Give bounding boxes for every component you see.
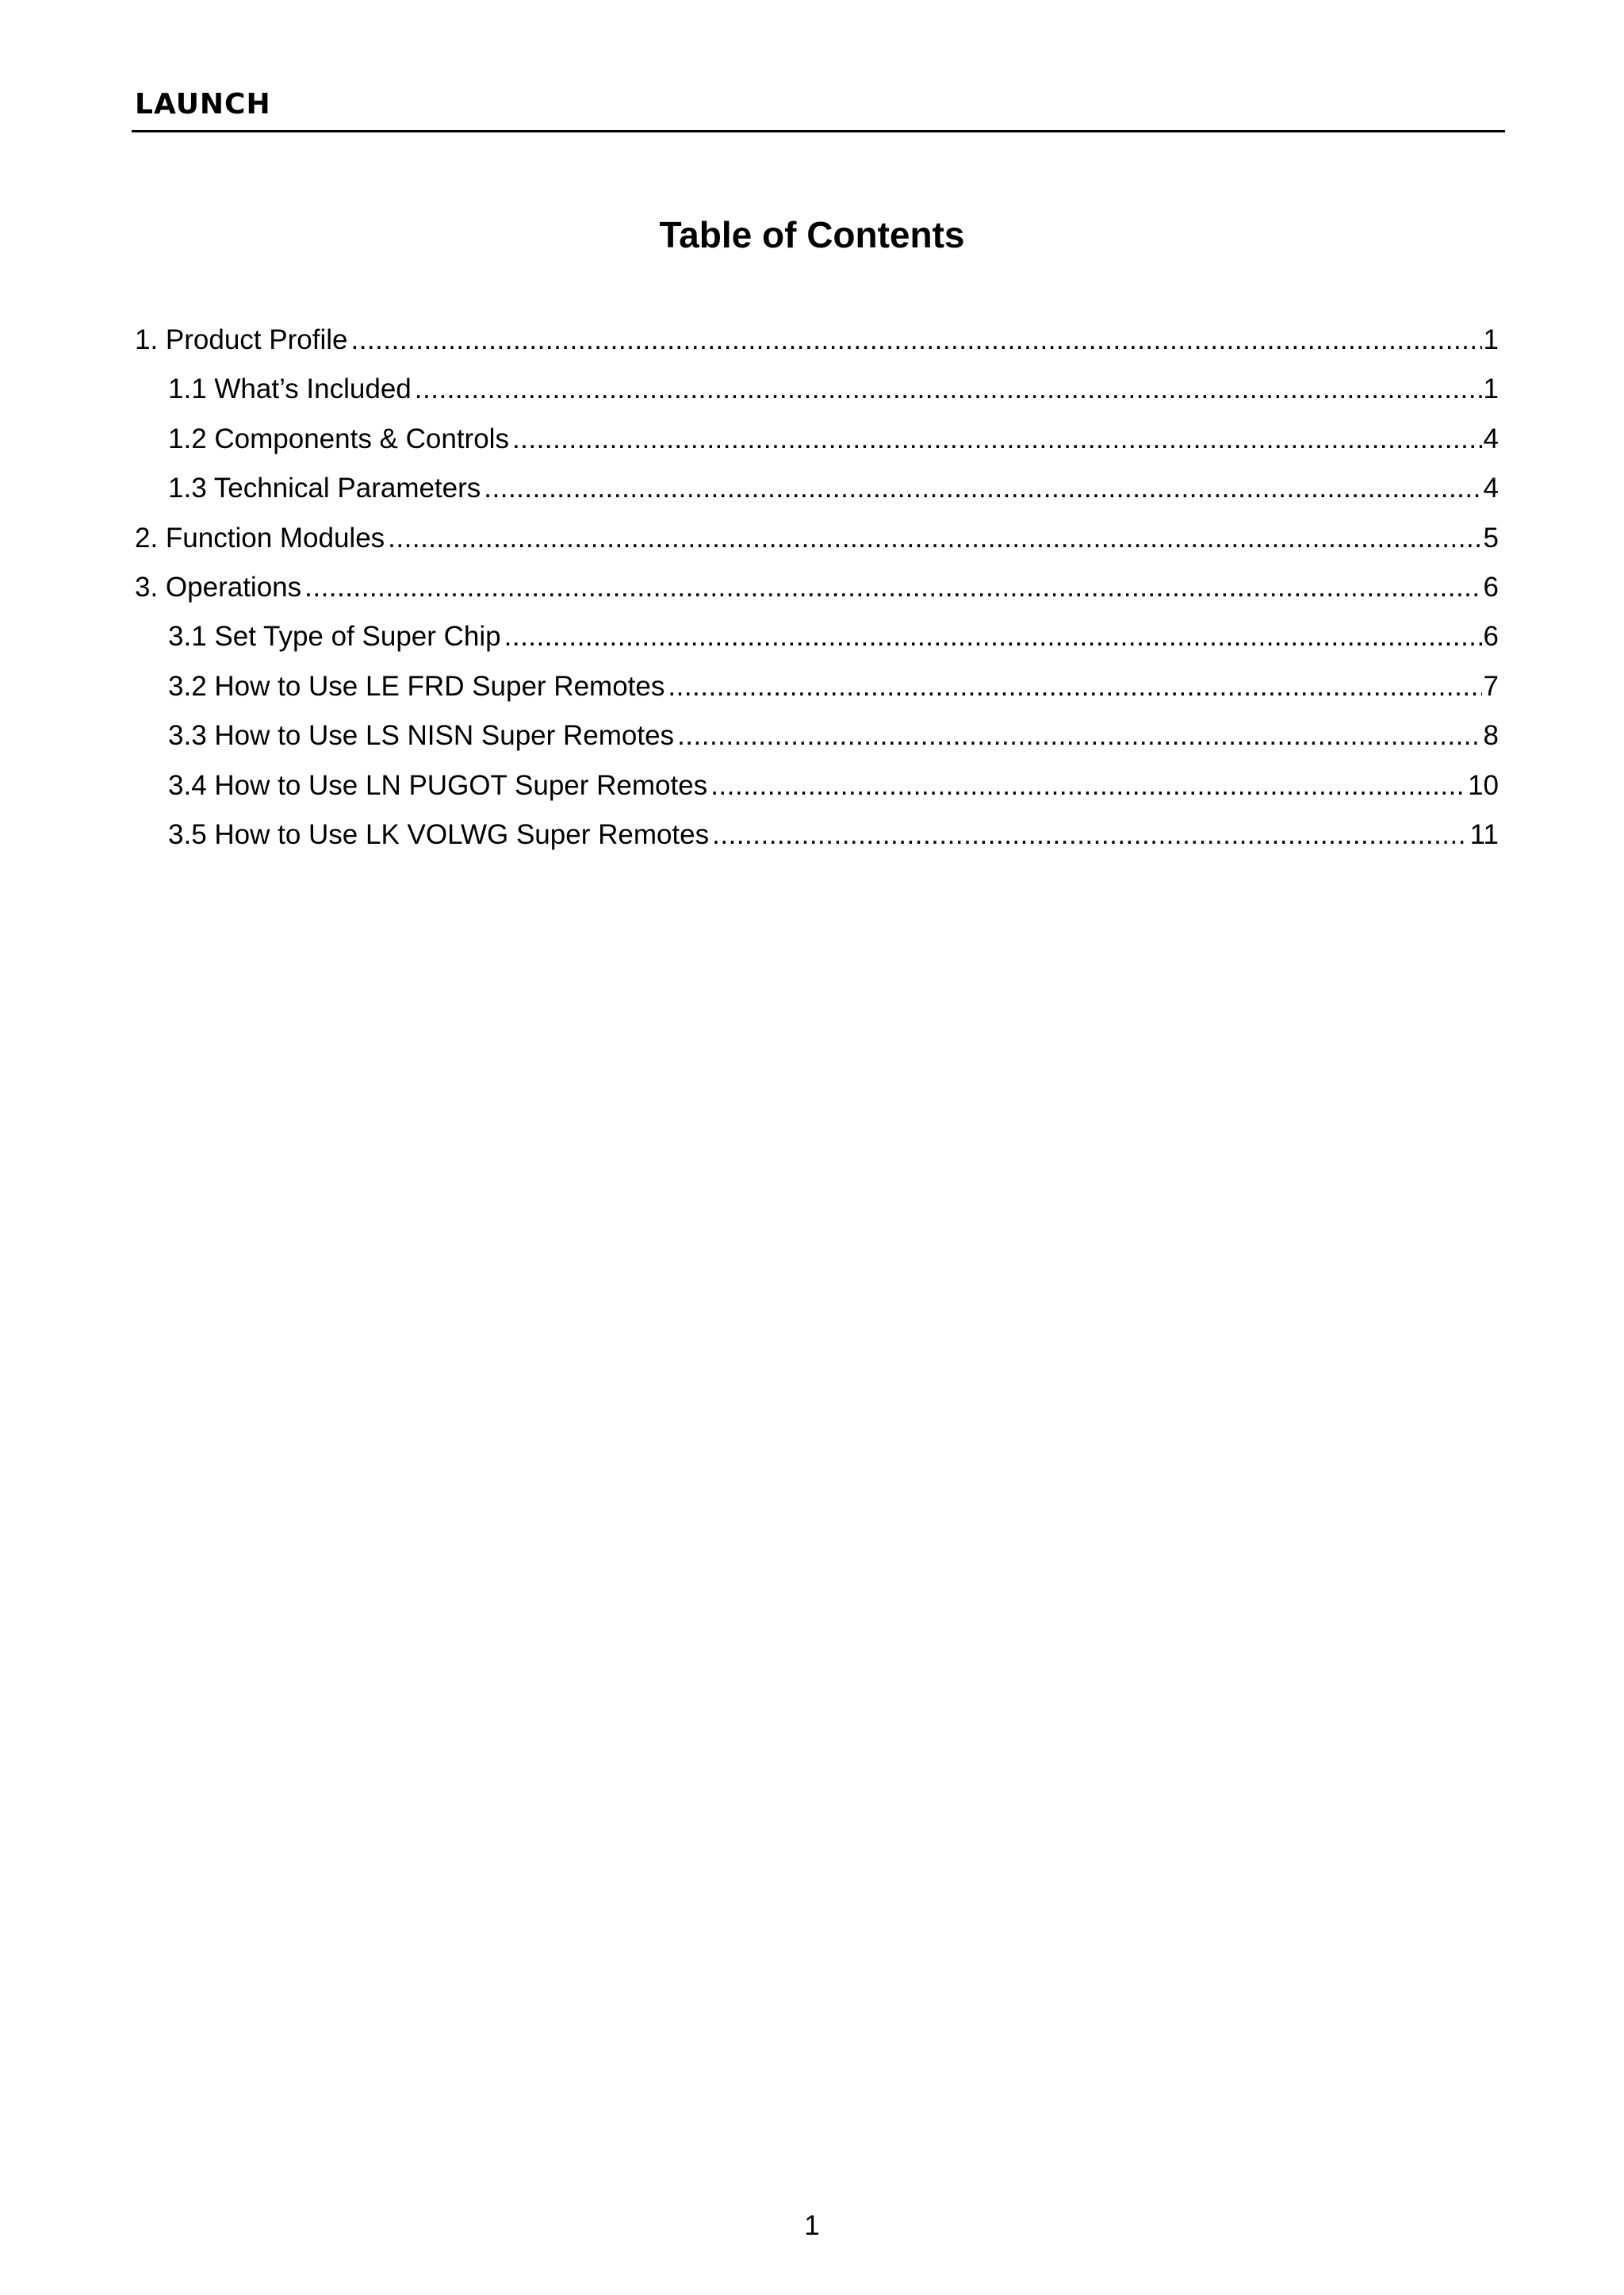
toc-entry-set-type-super-chip[interactable] [135,612,1499,661]
toc-entry-label: 3. Operations [135,571,302,603]
toc-entry-operations[interactable] [135,563,1499,612]
toc-leader [512,415,1482,464]
toc-leader [484,464,1481,513]
toc-entry-label: 1.3 Technical Parameters [168,473,481,504]
toc-leader [712,810,1469,860]
page-title: Table of Contents [659,214,965,255]
toc-entry-label: 3.4 How to Use LN PUGOT Super Remotes [168,769,708,801]
toc-leader [668,662,1481,711]
toc-entry-page: 1 [1483,324,1499,355]
brand-name: LAUNCH [135,88,271,121]
toc-entry-page: 8 [1483,720,1499,752]
toc-entry-label: 3.3 How to Use LS NISN Super Remotes [168,720,675,752]
page-header [132,86,1505,132]
toc-entry-page: 6 [1483,571,1499,603]
toc-entry-page: 6 [1483,621,1499,653]
toc-entry-whats-included[interactable] [135,365,1499,414]
toc-entry-page: 7 [1483,670,1499,702]
toc-entry-ln-pugot-remotes[interactable] [135,761,1499,810]
toc-entry-label: 3.5 How to Use LK VOLWG Super Remotes [168,818,710,850]
toc-leader [350,316,1481,365]
toc-leader [504,612,1482,661]
toc-entry-components-controls[interactable] [135,415,1499,464]
page-number: 1 [804,2210,820,2241]
toc-entry-technical-parameters[interactable] [135,464,1499,513]
toc-entry-page: 1 [1483,374,1499,405]
toc-entry-label: 1. Product Profile [135,324,348,355]
toc-entry-page: 5 [1483,522,1499,554]
toc-entry-page: 4 [1483,473,1499,504]
toc-entry-product-profile[interactable] [135,316,1499,365]
toc-leader [710,761,1466,810]
toc-entry-label: 2. Function Modules [135,522,385,554]
toc-entry-label: 1.1 What’s Included [168,374,412,405]
toc-entry-function-modules[interactable] [135,514,1499,563]
toc-entry-label: 3.1 Set Type of Super Chip [168,621,501,653]
toc-leader [304,563,1481,612]
toc-leader [388,514,1481,563]
toc-entry-le-frd-remotes[interactable] [135,662,1499,711]
toc-entry-page: 11 [1469,818,1499,850]
toc-entry-ls-nisn-remotes[interactable] [135,711,1499,761]
toc-entry-page: 10 [1468,769,1499,801]
toc-entry-label: 1.2 Components & Controls [168,423,509,454]
toc-entry-label: 3.2 How to Use LE FRD Super Remotes [168,670,665,702]
toc-entry-lk-volwg-remotes[interactable] [135,810,1499,860]
toc-entry-page: 4 [1483,423,1499,454]
toc-leader [677,711,1481,761]
toc-leader [415,365,1482,414]
table-of-contents [135,316,1499,860]
